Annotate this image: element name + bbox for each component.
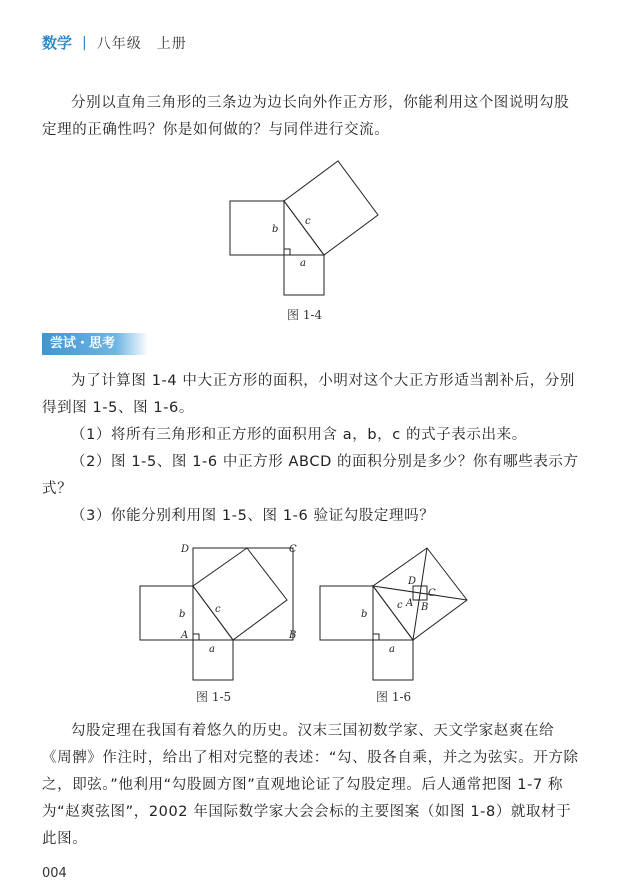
problem-intro: 为了计算图 1-4 中大正方形的面积，小明对这个大正方形适当割补后，分别得到图 1-5、图 1-6。 [42,373,575,416]
history-paragraph: 勾股定理在我国有着悠久的历史。汉末三国初数学家、天文学家赵爽在给《周髀》作注时，给出了相对完整的表述：“勾、股各自乘，并之为弦实。开方除之，即弦。”他利用“勾股圆方图”直观地论证了勾股定理。后人通常把图 1-7 称为“赵爽弦图”，2002 年国际数学家大会会标的主要图案（如图 1-8）就取材于此图。 [42,723,579,847]
label-D: D [408,576,417,587]
figure-1-4-caption: 图 1-4 [287,308,323,322]
label-A: A [181,630,189,641]
label-c: c [305,216,311,227]
subject-title: 数学 [42,34,73,52]
figure-1-5-caption: 图 1-5 [196,690,232,704]
label-C: C [289,544,297,555]
intro-paragraph: 分别以直角三角形的三条边为边长向外作正方形，你能利用这个图说明勾股定理的正确性吗？你是如何做的？与同伴进行交流。 [42,95,570,138]
label-A: A [406,598,414,609]
label-b: b [361,609,368,620]
section-tag-try-think: 尝试・思考 [42,333,148,355]
label-c: c [215,604,221,615]
label-a: a [209,644,215,655]
square-abcd [193,548,293,640]
square-c [284,161,378,255]
label-D: D [181,544,190,555]
label-a: a [389,644,395,655]
grade-label: 八年级 上册 [96,35,187,52]
figure-1-6-caption: 图 1-6 [376,690,412,704]
question-1: （1）将所有三角形和正方形的面积用含 a，b，c 的式子表示出来。 [71,427,527,443]
label-C: C [428,588,436,599]
problem-block [42,368,582,530]
header-separator: | [82,34,87,51]
label-b: b [272,224,279,235]
figure-1-5 [135,540,305,685]
figure-1-6 [315,540,475,685]
question-3: （3）你能分别利用图 1-5、图 1-6 验证勾股定理吗？ [71,508,435,524]
right-angle-mark [284,249,290,255]
square-c [193,548,287,640]
label-b: b [179,609,186,620]
label-B: B [421,602,429,613]
page-header [42,32,187,53]
label-a: a [300,258,306,269]
figure-1-4 [225,160,385,300]
question-2: （2）图 1-5、图 1-6 中正方形 ABCD 的面积分别是多少？你有哪些表示方式？ [42,454,579,497]
page-number: 004 [42,866,67,881]
label-B: B [289,630,297,641]
right-angle-mark [193,634,199,640]
right-angle-mark [373,634,379,640]
label-c: c [397,600,403,611]
